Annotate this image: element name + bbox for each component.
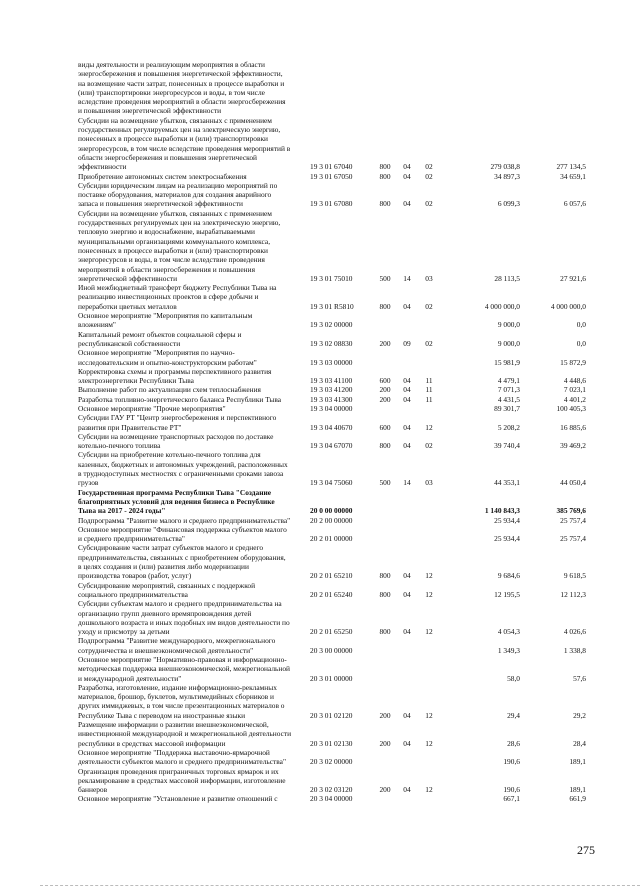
row-name: Основное мероприятие "Поддержка выставочно-ярмарочной деятельности субъектов малого и среднего предпринимательства" bbox=[78, 747, 286, 767]
row-amount-year2: 28,4 bbox=[573, 738, 586, 748]
row-section: 04 bbox=[403, 394, 411, 404]
table-row bbox=[78, 116, 608, 172]
row-expense-type: 800 bbox=[379, 441, 391, 451]
row-code: 20 3 00 00000 bbox=[310, 645, 353, 655]
row-expense-type: 800 bbox=[379, 571, 391, 581]
row-section: 04 bbox=[403, 627, 411, 637]
row-name: Разработка, изготовление, издание информационно-рекламных материалов, брошюр, буклетов, мультимедийных сборников и других иммиджевых, в том числе презентационных материалов о Республике Тыва с переводом на иностранные языки bbox=[78, 682, 285, 720]
row-amount-year2: 189,1 bbox=[569, 757, 586, 767]
row-amount-year1: 58,0 bbox=[507, 673, 520, 683]
row-amount-year2: 0,0 bbox=[576, 338, 586, 348]
row-name: виды деятельности и реализующим мероприятия в области энергосбережения и повышения энергетической эффективности, на возмещение части затрат, понесенных в процессе выработки и (или) транспортировки энергоресурсов и воды, в том числе вследствие проведения мероприятий в области энергосбережения и повышения энергетической эффективности bbox=[78, 60, 286, 116]
table-row bbox=[78, 516, 608, 525]
table-row bbox=[78, 404, 608, 413]
row-section: 04 bbox=[403, 589, 411, 599]
row-expense-type: 800 bbox=[379, 162, 391, 172]
row-amount-year2: 385 769,6 bbox=[556, 506, 586, 516]
row-name: Субсидирование части затрат субъектов малого и среднего предпринимательства, связанных с приобретением оборудования, в целях создания и (или) развития либо модернизации производства товаров (работ, услуг) bbox=[78, 543, 286, 581]
row-section: 04 bbox=[403, 710, 411, 720]
row-expense-type: 800 bbox=[379, 171, 391, 181]
row-amount-year1: 190,6 bbox=[503, 785, 520, 795]
row-code: 19 3 02 08830 bbox=[310, 338, 353, 348]
table-row bbox=[78, 367, 608, 386]
row-amount-year1: 4 431,5 bbox=[497, 394, 520, 404]
row-code: 20 2 01 65240 bbox=[310, 589, 353, 599]
table-row bbox=[78, 655, 608, 683]
row-code: 19 3 04 00000 bbox=[310, 403, 353, 413]
row-amount-year1: 34 897,3 bbox=[494, 171, 520, 181]
row-amount-year1: 4 479,1 bbox=[497, 376, 520, 386]
row-amount-year2: 100 405,3 bbox=[556, 403, 586, 413]
row-name: Субсидии ГАУ РТ "Центр энергосбережения и перспективного развития при Правительстве РТ" bbox=[78, 413, 277, 432]
row-subsection: 12 bbox=[425, 785, 433, 795]
row-amount-year2: 4 401,2 bbox=[563, 394, 586, 404]
row-section: 04 bbox=[403, 376, 411, 386]
table-row bbox=[78, 543, 608, 580]
row-name: Основное мероприятие "Прочие мероприятия" bbox=[78, 403, 226, 413]
row-amount-year1: 25 934,4 bbox=[494, 515, 520, 525]
row-amount-year2: 25 757,4 bbox=[560, 515, 586, 525]
row-name: Государственная программа Республики Тыва "Создание благоприятных условий для ведения бизнеса в Республике Тыва на 2017 - 2024 годы" bbox=[78, 487, 275, 516]
row-expense-type: 600 bbox=[379, 376, 391, 386]
row-subsection: 03 bbox=[425, 273, 433, 283]
row-amount-year2: 39 469,2 bbox=[560, 441, 586, 451]
row-subsection: 11 bbox=[425, 394, 433, 404]
row-amount-year2: 15 872,9 bbox=[560, 357, 586, 367]
table-row bbox=[78, 767, 608, 795]
row-amount-year1: 9 684,6 bbox=[497, 571, 520, 581]
row-subsection: 02 bbox=[425, 162, 433, 172]
row-amount-year1: 1 140 843,3 bbox=[484, 506, 520, 516]
table-row bbox=[78, 348, 608, 367]
row-amount-year1: 89 301,7 bbox=[494, 403, 520, 413]
row-amount-year1: 7 071,3 bbox=[497, 385, 520, 395]
row-amount-year1: 9 000,0 bbox=[497, 320, 520, 330]
row-section: 09 bbox=[403, 338, 411, 348]
row-name: Капитальный ремонт объектов социальной сферы и республиканской собственности bbox=[78, 329, 242, 348]
row-subsection: 12 bbox=[425, 422, 433, 432]
row-amount-year2: 1 338,8 bbox=[563, 645, 586, 655]
row-amount-year2: 0,0 bbox=[576, 320, 586, 330]
table-row bbox=[78, 720, 608, 748]
row-amount-year2: 7 023,1 bbox=[563, 385, 586, 395]
row-name: Организация проведения приграничных торговых ярмарок и их рекламирование в средствах массовой информации, изготовление баннеров bbox=[78, 766, 286, 795]
row-amount-year1: 4 054,3 bbox=[497, 627, 520, 637]
row-name: Выполнение работ по актуализации схем теплоснабжения bbox=[78, 385, 261, 395]
row-code: 20 3 02 03120 bbox=[310, 785, 353, 795]
row-amount-year1: 39 740,4 bbox=[494, 441, 520, 451]
row-code: 19 3 03 41100 bbox=[310, 376, 353, 386]
table-row bbox=[78, 636, 608, 655]
row-amount-year1: 5 208,2 bbox=[497, 422, 520, 432]
row-name: Субсидии субъектам малого и среднего предпринимательства на организацию групп дневного времяпровождения детей дошкольного возраста и иных подобных им видов деятельности по уходу и присмотру за детьми bbox=[78, 599, 290, 637]
row-section: 04 bbox=[403, 738, 411, 748]
row-code: 20 0 00 00000 bbox=[310, 506, 353, 516]
row-amount-year2: 44 050,4 bbox=[560, 478, 586, 488]
row-code: 20 2 00 00000 bbox=[310, 515, 353, 525]
row-name: Основное мероприятие "Нормативно-правовая и информационно- методическая поддержка внешнеэкономической, межрегиональной и международной деятельности" bbox=[78, 655, 290, 683]
table-row bbox=[78, 432, 608, 451]
row-code: 19 3 03 00000 bbox=[310, 357, 353, 367]
row-code: 20 2 01 65250 bbox=[310, 627, 353, 637]
row-amount-year1: 25 934,4 bbox=[494, 534, 520, 544]
row-expense-type: 600 bbox=[379, 422, 391, 432]
table-row bbox=[78, 181, 608, 209]
row-section: 04 bbox=[403, 162, 411, 172]
row-code: 19 3 04 40670 bbox=[310, 422, 353, 432]
row-name: Подпрограмма "Развитие малого и среднего предпринимательства" bbox=[78, 515, 291, 525]
row-expense-type: 800 bbox=[379, 301, 391, 311]
table-row bbox=[78, 385, 608, 394]
row-amount-year2: 29,2 bbox=[573, 710, 586, 720]
table-row bbox=[78, 395, 608, 404]
table-row bbox=[78, 172, 608, 181]
row-code: 19 3 01 67050 bbox=[310, 171, 353, 181]
row-amount-year2: 661,9 bbox=[569, 794, 586, 804]
table-row bbox=[78, 330, 608, 349]
row-section: 04 bbox=[403, 301, 411, 311]
row-subsection: 11 bbox=[425, 376, 433, 386]
row-expense-type: 800 bbox=[379, 627, 391, 637]
row-name: Иной межбюджетный трансферт бюджету Республики Тыва на реализацию инвестиционных проектов в сфере добычи и переработки цветных металлов bbox=[78, 283, 277, 311]
row-section: 04 bbox=[403, 422, 411, 432]
row-expense-type: 500 bbox=[379, 478, 391, 488]
row-subsection: 02 bbox=[425, 338, 433, 348]
row-name: Разработка топливно-энергетического баланса Республики Тыва bbox=[78, 394, 282, 404]
row-name: Основное мероприятие "Мероприятия по капитальным вложениям" bbox=[78, 311, 253, 330]
row-name: Основное мероприятие "Установление и развитие отношений с bbox=[78, 794, 278, 804]
row-amount-year1: 12 195,5 bbox=[494, 589, 520, 599]
row-amount-year2: 4 026,6 bbox=[563, 627, 586, 637]
row-amount-year2: 25 757,4 bbox=[560, 534, 586, 544]
row-amount-year1: 9 000,0 bbox=[497, 338, 520, 348]
row-amount-year1: 28,6 bbox=[507, 738, 520, 748]
table-row bbox=[78, 209, 608, 283]
row-amount-year1: 29,4 bbox=[507, 710, 520, 720]
row-name: Субсидии юридическим лицам на реализацию мероприятий по поставке оборудования, материалов для создания аварийного запаса и повышения энергетической эффективности bbox=[78, 180, 278, 209]
row-subsection: 11 bbox=[425, 385, 433, 395]
table-row bbox=[78, 60, 608, 116]
row-code: 19 3 01 75010 bbox=[310, 273, 353, 283]
row-section: 04 bbox=[403, 385, 411, 395]
row-subsection: 02 bbox=[425, 199, 433, 209]
row-subsection: 12 bbox=[425, 627, 433, 637]
row-amount-year2: 12 112,3 bbox=[560, 589, 586, 599]
row-expense-type: 200 bbox=[379, 738, 391, 748]
row-amount-year2: 9 618,5 bbox=[563, 571, 586, 581]
row-name: Подпрограмма "Развитие международного, межрегионального сотрудничества и внешнеэкономической деятельности" bbox=[78, 636, 276, 655]
row-section: 04 bbox=[403, 441, 411, 451]
row-name: Субсидии на возмещение транспортных расходов по доставке котельно-печного топлива bbox=[78, 431, 274, 451]
row-subsection: 12 bbox=[425, 710, 433, 720]
page-number: 275 bbox=[577, 843, 595, 857]
row-code: 20 3 01 02130 bbox=[310, 738, 353, 748]
row-code: 20 3 01 00000 bbox=[310, 673, 353, 683]
table-row bbox=[78, 794, 608, 803]
row-amount-year2: 27 921,6 bbox=[560, 273, 586, 283]
row-code: 20 2 01 00000 bbox=[310, 534, 353, 544]
row-code: 20 2 01 65210 bbox=[310, 571, 353, 581]
row-subsection: 03 bbox=[425, 478, 433, 488]
row-expense-type: 200 bbox=[379, 338, 391, 348]
row-code: 19 3 03 41200 bbox=[310, 385, 353, 395]
row-amount-year2: 57,6 bbox=[573, 673, 586, 683]
row-amount-year2: 277 134,5 bbox=[556, 162, 586, 172]
table-row bbox=[78, 450, 608, 487]
row-code: 20 3 02 00000 bbox=[310, 757, 353, 767]
row-subsection: 12 bbox=[425, 589, 433, 599]
row-name: Субсидии на возмещение убытков, связанных с применением государственных регулируемых цен на электрическую энергию, понесенных в процессе выработки и (или) транспортировки энергоресурсов, в том числе вследствие проведения мероприятий в области энергосбережения и повышения энергетической эффективности bbox=[78, 115, 291, 172]
row-amount-year2: 16 885,6 bbox=[560, 422, 586, 432]
row-code: 19 3 02 00000 bbox=[310, 320, 353, 330]
budget-table bbox=[78, 60, 608, 804]
row-amount-year2: 34 659,1 bbox=[560, 171, 586, 181]
row-expense-type: 200 bbox=[379, 394, 391, 404]
row-code: 20 3 01 02120 bbox=[310, 710, 353, 720]
row-section: 04 bbox=[403, 785, 411, 795]
table-row bbox=[78, 683, 608, 720]
table-row bbox=[78, 413, 608, 432]
row-amount-year1: 279 038,8 bbox=[490, 162, 520, 172]
row-subsection: 02 bbox=[425, 171, 433, 181]
row-expense-type: 200 bbox=[379, 385, 391, 395]
row-amount-year1: 6 099,3 bbox=[497, 199, 520, 209]
row-name: Субсидирование мероприятий, связанных с поддержкой социального предпринимательства bbox=[78, 580, 256, 599]
row-amount-year1: 44 353,1 bbox=[494, 478, 520, 488]
row-name: Корректировка схемы и программы перспективного развития электроэнергетики Республики Тыва bbox=[78, 366, 272, 386]
row-amount-year2: 6 057,6 bbox=[563, 199, 586, 209]
row-subsection: 02 bbox=[425, 301, 433, 311]
row-amount-year1: 190,6 bbox=[503, 757, 520, 767]
row-amount-year1: 1 349,3 bbox=[497, 645, 520, 655]
row-section: 04 bbox=[403, 199, 411, 209]
row-section: 04 bbox=[403, 171, 411, 181]
table-row bbox=[78, 311, 608, 330]
row-name: Субсидии на приобретение котельно-печного топлива для казенных, бюджетных и автономных учреждений, расположенных в труднодоступных местностях с ограниченными сроками завоза грузов bbox=[78, 450, 288, 488]
row-section: 04 bbox=[403, 571, 411, 581]
row-expense-type: 200 bbox=[379, 710, 391, 720]
row-name: Размещение информации о развитии внешнеэкономической, инвестиционной международной и межрегиональной деятельности республики в средствах массовой информации bbox=[78, 720, 292, 748]
row-expense-type: 800 bbox=[379, 199, 391, 209]
row-amount-year1: 28 113,5 bbox=[494, 273, 520, 283]
table-row bbox=[78, 599, 608, 636]
row-expense-type: 500 bbox=[379, 273, 391, 283]
row-amount-year1: 4 000 000,0 bbox=[484, 301, 520, 311]
row-name: Основное мероприятие "Финансовая поддержка субъектов малого и среднего предпринимательства" bbox=[78, 524, 287, 544]
row-subsection: 02 bbox=[425, 441, 433, 451]
row-code: 19 3 04 75060 bbox=[310, 478, 353, 488]
row-expense-type: 200 bbox=[379, 785, 391, 795]
row-code: 19 3 03 41300 bbox=[310, 394, 353, 404]
row-code: 19 3 01 67040 bbox=[310, 162, 353, 172]
row-name: Приобретение автономных систем электроснабжения bbox=[78, 171, 247, 181]
row-amount-year2: 4 448,6 bbox=[563, 376, 586, 386]
table-row bbox=[78, 748, 608, 767]
row-amount-year2: 189,1 bbox=[569, 785, 586, 795]
scan-edge-line bbox=[40, 885, 640, 886]
row-code: 19 3 01 R5810 bbox=[310, 301, 354, 311]
row-expense-type: 800 bbox=[379, 589, 391, 599]
row-amount-year1: 15 981,9 bbox=[494, 357, 520, 367]
table-row bbox=[78, 488, 608, 516]
row-code: 19 3 04 67070 bbox=[310, 441, 353, 451]
row-section: 14 bbox=[403, 478, 411, 488]
table-row bbox=[78, 283, 608, 311]
row-name: Основное мероприятие "Мероприятия по научно- исследовательским и опытно-конструкторским работам" bbox=[78, 348, 257, 367]
row-code: 19 3 01 67080 bbox=[310, 199, 353, 209]
row-amount-year1: 667,1 bbox=[503, 794, 520, 804]
row-amount-year2: 4 000 000,0 bbox=[550, 301, 586, 311]
row-subsection: 12 bbox=[425, 571, 433, 581]
row-name: Субсидии на возмещение убытков, связанных с применением государственных регулируемых цен на электрическую энергию, тепловую энергию и водоснабжение, вырабатываемыми муниципальными организациями коммунального комплекса, понесенных в процессе выработки и (или) транспортировки энергоресурсов и воды, в том числе вследствие проведения мероприятий в области энергосбережения и повышения энергетической эффективности bbox=[78, 208, 281, 283]
table-row bbox=[78, 581, 608, 600]
row-code: 20 3 04 00000 bbox=[310, 794, 353, 804]
row-section: 14 bbox=[403, 273, 411, 283]
row-subsection: 12 bbox=[425, 738, 433, 748]
table-row bbox=[78, 525, 608, 544]
